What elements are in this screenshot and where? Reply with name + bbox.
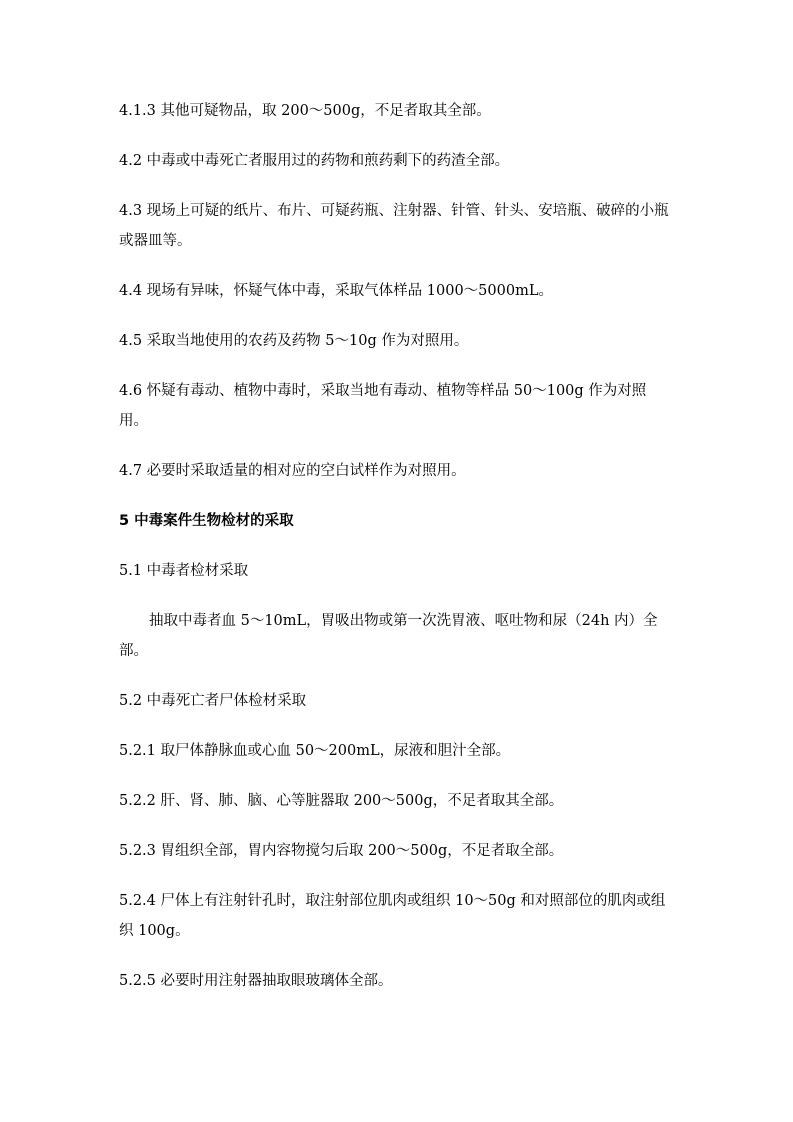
- paragraph-4-1-3: 4.1.3 其他可疑物品，取 200～500g，不足者取其全部。: [119, 103, 491, 119]
- paragraph-5-2-3: 5.2.3 胃组织全部，胃内容物搅匀后取 200～500g，不足者取全部。: [119, 843, 564, 859]
- paragraph-5-1: 5.1 中毒者检材采取: [119, 563, 249, 579]
- paragraph-5-2-5: 5.2.5 必要时用注射器抽取眼玻璃体全部。: [119, 973, 393, 989]
- paragraph-5-2-1: 5.2.1 取尸体静脉血或心血 50～200mL，尿液和胆汁全部。: [119, 743, 511, 759]
- paragraph-4-6: 4.6 怀疑有毒动、植物中毒时，采取当地有毒动、植物等样品 50～100g 作为对照用。: [119, 383, 647, 429]
- paragraph-4-4: 4.4 现场有异味，怀疑气体中毒，采取气体样品 1000～5000mL。: [119, 283, 553, 299]
- paragraph-4-5: 4.5 采取当地使用的农药及药物 5～10g 作为对照用。: [119, 333, 469, 349]
- section-heading-5: 5 中毒案件生物检材的采取: [119, 513, 294, 529]
- paragraph-5-1-body: 抽取中毒者血 5～10mL，胃吸出物或第一次洗胃液、呕吐物和尿（24h 内）全部。: [119, 613, 658, 659]
- paragraph-5-2: 5.2 中毒死亡者尸体检材采取: [119, 693, 307, 709]
- paragraph-4-2: 4.2 中毒或中毒死亡者服用过的药物和煎药剩下的药渣全部。: [119, 153, 510, 169]
- paragraph-4-3: 4.3 现场上可疑的纸片、布片、可疑药瓶、注射器、针管、针头、安培瓶、破碎的小瓶或器皿等。: [119, 203, 669, 249]
- paragraph-5-2-4: 5.2.4 尸体上有注射针孔时，取注射部位肌肉或组织 10～50g 和对照部位的肌肉或组织 100g。: [119, 893, 666, 939]
- paragraph-4-7: 4.7 必要时采取适量的相对应的空白试样作为对照用。: [119, 463, 466, 479]
- paragraph-5-2-2: 5.2.2 肝、肾、肺、脑、心等脏器取 200～500g，不足者取其全部。: [119, 793, 564, 809]
